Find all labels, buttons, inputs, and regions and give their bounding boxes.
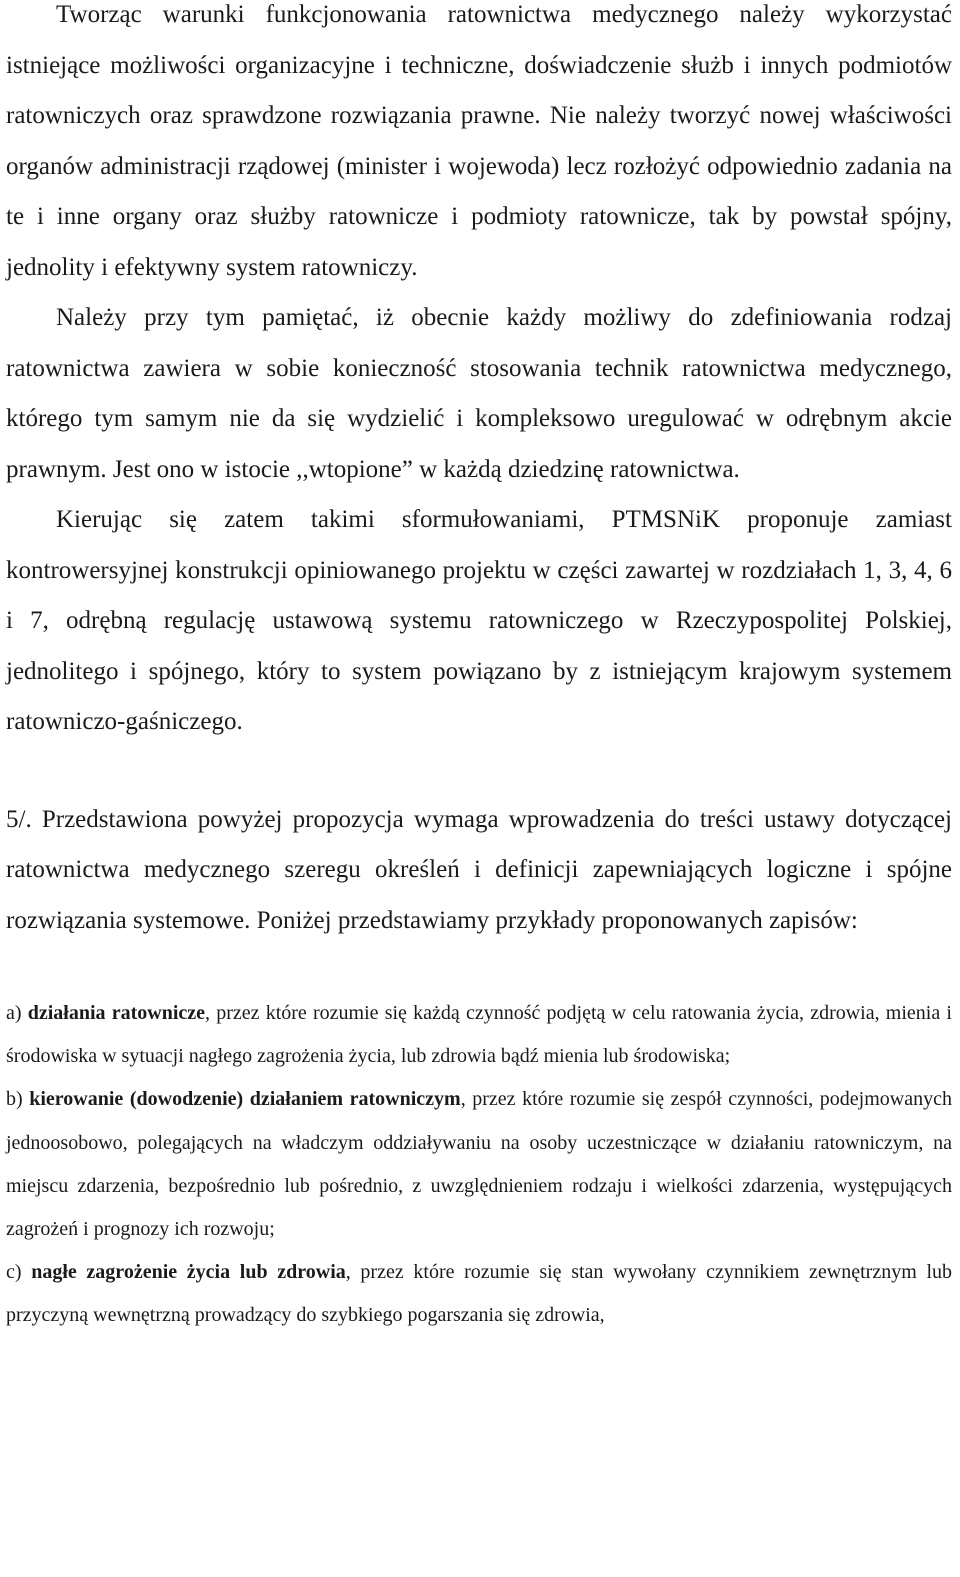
definitions-gap <box>6 946 952 992</box>
paragraph-3: Kierując się zatem takimi sformułowaniami, PTMSNiK proponuje zamiast kontrowersyjnej konstrukcji opiniowanego projektu w części zawartej w rozdziałach 1, 3, 4, 6 i 7, odrębną regulację ustawową systemu ratowniczego w Rzeczypospolitej Polskiej, jednolitego i spójnego, który to system powiązano by z istniejącym krajowym systemem ratowniczo-gaśniczego. <box>6 506 952 735</box>
definition-text: , przez które rozumie się stan wywołany czynnikiem zewnętrznym lub przyczyną wewnętrzną prowadzący do szybkiego pogarszania się zdrowia, <box>6 1261 953 1327</box>
section-gap <box>6 748 952 795</box>
definition-term: nagłe zagrożenie życia lub zdrowia <box>31 1261 346 1284</box>
paragraph-2: Należy przy tym pamiętać, iż obecnie każdy możliwy do zdefiniowania rodzaj ratownictwa zawiera w sobie konieczność stosowania technik ratownictwa medycznego, którego tym samym nie da się wydzielić i kompleksowo uregulować w odrębnym akcie prawnym. Jest ono w istocie ,,wtopione” w każdą dziedzinę ratownictwa. <box>6 304 952 483</box>
definition-term: działania ratownicze <box>27 1002 206 1024</box>
definition-marker: a) <box>6 1002 28 1024</box>
definition-marker: c) <box>6 1261 32 1284</box>
definition-text: , przez które rozumie się zespół czynności, podejmowanych jednoosobowo, polegających na władczym oddziaływaniu na osoby uczestniczące w działaniu ratowniczym, na miejscu zdarzenia, bezpośrednio lub pośrednio, z uwzględnieniem rodzaju i wielkości zdarzenia, występujących zagrożeń i prognozy ich rozwoju; <box>6 1088 952 1241</box>
definition-text: , przez które rozumie się każdą czynność podjętą w celu ratowania życia, zdrowia, mienia i środowiska w sytuacji nagłego zagrożenia życia, lub zdrowia bądź mienia lub środowiska; <box>6 1002 952 1068</box>
paragraph-4: 5/. Przedstawiona powyżej propozycja wymaga wprowadzenia do treści ustawy dotyczącej ratownictwa medycznego szeregu określeń i definicji zapewniających logiczne i spójne rozwiązania systemowe. Poniżej przedstawiamy przykłady proponowanych zapisów: <box>6 805 952 934</box>
definition-term: kierowanie (dowodzenie) działaniem ratowniczym <box>29 1088 461 1111</box>
definition-item-a <box>6 992 952 1078</box>
paragraph-1: Tworząc warunki funkcjonowania ratownictwa medycznego należy wykorzystać istniejące możliwości organizacyjne i techniczne, doświadczenie służb i innych podmiotów ratowniczych oraz sprawdzone rozwiązania prawne. Nie należy tworzyć nowej właściwości organów administracji rządowej (minister i wojewoda) lecz rozłożyć odpowiednio zadania na te i inne organy oraz służby ratownicze i podmioty ratownicze, tak by powstał spójny, jednolity i efektywny system ratowniczy. <box>6 1 952 281</box>
definitions-list <box>6 992 952 1338</box>
definition-marker: b) <box>6 1088 30 1111</box>
definition-item-b <box>6 1078 952 1251</box>
definition-item-c <box>6 1251 952 1337</box>
